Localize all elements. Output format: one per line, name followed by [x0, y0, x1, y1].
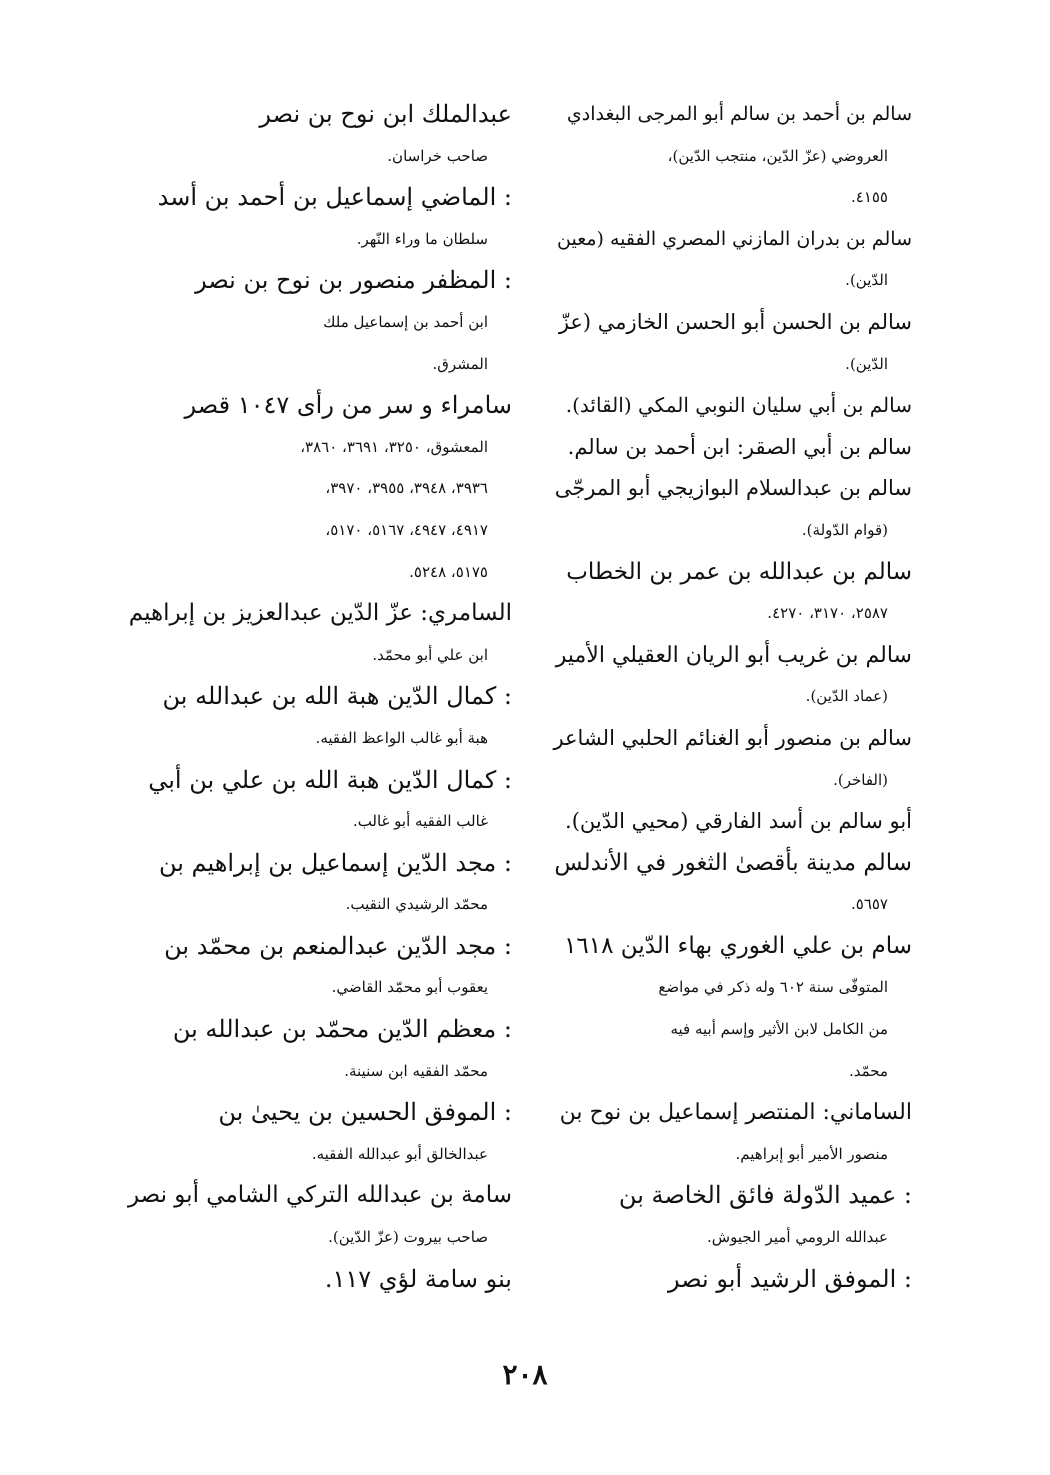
entry-line: غالب الفقيه أبو غالب.: [352, 812, 488, 831]
entry-line: سالم بن عبدالله بن عمر بن الخطاب: [566, 558, 912, 585]
entry-line: منصور الأمير أبو إبراهيم.: [735, 1144, 888, 1163]
entry-line: عبدالملك ابن نوح بن نصر: [259, 100, 512, 128]
entry-line: : مجد الدّين عبدالمنعم بن محمّد بن: [164, 931, 512, 960]
index-entry: [552, 219, 912, 302]
index-entry: [128, 1092, 512, 1175]
index-entry: [128, 1009, 512, 1092]
entry-line: : الماضي إسماعيل بن أحمد بن أسد: [157, 183, 512, 212]
entry-line: سالم بن أحمد بن سالم أبو المرجى البغدادي: [566, 103, 912, 125]
entry-line: سالم بن غريب أبو الريان العقيلي الأمير: [555, 642, 912, 668]
entry-line: المشرق.: [432, 354, 488, 373]
entry-line: محمّد الرشيدي النقيب.: [345, 895, 488, 914]
entry-line: سالم بن منصور أبو الغنائم الحلبي الشاعر: [553, 725, 912, 750]
index-entry: [128, 177, 512, 260]
entry-line: : كمال الدّين هبة الله بن عبدالله بن: [162, 682, 512, 711]
page-number: ٢٠٨: [502, 1358, 548, 1391]
index-entry: [552, 635, 912, 718]
entry-line: العروضي (عزّ الدّين، منتجب الدّين)،: [667, 146, 888, 165]
index-entry: [552, 843, 912, 926]
index-entry: [128, 593, 512, 676]
entry-line: سام بن علي الغوري بهاء الدّين ١٦١٨: [564, 932, 912, 959]
entry-line: هبة أبو غالب الواعظ الفقيه.: [315, 728, 488, 747]
entry-line: سلطان ما وراء النّهر.: [356, 229, 488, 248]
entry-line: صاحب بيروت (عزّ الدّين).: [328, 1228, 488, 1247]
entry-line: المعشوق، ٣٢٥٠، ٣٦٩١، ٣٨٦٠،: [300, 437, 488, 456]
entry-line: سامة بن عبدالله التركي الشامي أبو نصر: [127, 1182, 512, 1209]
entry-line: سالم مدينة بأقصىٰ الثغور في الأندلس: [554, 849, 912, 876]
entry-line: عبدالخالق أبو عبدالله الفقيه.: [311, 1144, 488, 1163]
entry-line: (قوام الدّولة).: [801, 520, 888, 539]
entry-line: ٥٦٥٧.: [850, 895, 888, 914]
entry-line: : كمال الدّين هبة الله بن علي بن أبي: [148, 765, 512, 794]
entry-line: : مجد الدّين إسماعيل بن إبراهيم بن: [158, 848, 512, 877]
entry-line: : الموفق الحسين بن يحيىٰ بن: [218, 1098, 512, 1127]
entry-line: (عماد الدّين).: [805, 687, 888, 706]
entry-line: محمّد الفقيه ابن سنينة.: [344, 1061, 488, 1080]
entry-line: ٢٥٨٧، ٣١٧٠، ٤٢٧٠.: [767, 604, 888, 623]
entry-line: : الموفق الرشيد أبو نصر: [668, 1264, 912, 1293]
entry-line: عبدالله الرومي أمير الجيوش.: [707, 1228, 888, 1247]
entry-line: محمّد.: [848, 1061, 888, 1080]
right-column: [552, 94, 912, 1300]
entry-line: المتوفّى سنة ٦٠٢ وله ذكر في مواضع: [658, 978, 888, 997]
index-entry: [552, 801, 912, 843]
entry-line: ٤١٥٥.: [850, 188, 888, 207]
index-entry: [128, 676, 512, 759]
entry-line: : معظم الدّين محمّد بن عبدالله بن: [172, 1015, 512, 1044]
entry-line: سالم بن أبي الصقر: ابن أحمد بن سالم.: [567, 434, 912, 459]
entry-line: ابن أحمد بن إسماعيل ملك: [323, 312, 488, 331]
entry-line: صاحب خراسان.: [387, 146, 488, 165]
index-entry: [552, 468, 912, 551]
index-entry: [128, 260, 512, 385]
left-column: [128, 94, 512, 1300]
entry-line: الدّين).: [845, 271, 888, 290]
entry-line: سالم بن أبي سليان النوبي المكي (القائد).: [565, 393, 912, 418]
index-entry: [128, 1175, 512, 1258]
index-entry: [552, 552, 912, 635]
entry-line: السامري: عزّ الدّين عبدالعزيز بن إبراهيم: [128, 600, 512, 627]
entry-line: من الكامل لابن الأثير وإسم أبيه فيه: [670, 1020, 888, 1039]
index-entry: [552, 926, 912, 1092]
entry-line: ٣٩٣٦، ٣٩٤٨، ٣٩٥٥، ٣٩٧٠،: [325, 479, 488, 498]
index-entry: [552, 1175, 912, 1258]
index-entry: [552, 94, 912, 219]
entry-line: سالم بن الحسن أبو الحسن الخازمي (عزّ: [558, 309, 912, 334]
entry-line: ابن علي أبو محمّد.: [372, 645, 488, 664]
entry-line: بنو سامة لؤي ١١٧.: [324, 1264, 512, 1293]
index-entry: [552, 1259, 912, 1301]
entry-line: سالم بن عبدالسلام البوازيجي أبو المرجّى: [554, 476, 912, 501]
index-entry: [128, 385, 512, 593]
index-entry: [128, 843, 512, 926]
index-entry: [128, 1259, 512, 1301]
entry-line: الساماني: المنتصر إسماعيل بن نوح بن: [559, 1100, 912, 1126]
entry-line: ٥١٧٥، ٥٢٤٨.: [409, 562, 488, 581]
index-entry: [128, 926, 512, 1009]
entry-line: (الفاخر).: [833, 770, 888, 789]
index-entry: [552, 1092, 912, 1175]
index-entry: [128, 760, 512, 843]
index-entry: [552, 385, 912, 427]
entry-line: أبو سالم بن أسد الفارقي (محيي الدّين).: [565, 809, 912, 834]
entry-line: : عميد الدّولة فائق الخاصة بن: [618, 1181, 912, 1210]
entry-line: سالم بن بدران المازني المصري الفقيه (معين: [557, 227, 912, 250]
index-entry: [552, 718, 912, 801]
index-entry: [552, 427, 912, 469]
entry-line: سامراء و سر من رأى ١٠٤٧ قصر: [184, 391, 512, 420]
index-entry: [552, 302, 912, 385]
entry-line: يعقوب أبو محمّد القاضي.: [331, 978, 488, 997]
index-entry: [128, 94, 512, 177]
entry-line: ٤٩١٧، ٤٩٤٧، ٥١٦٧، ٥١٧٠،: [325, 520, 488, 539]
entry-line: : المظفر منصور بن نوح بن نصر: [195, 266, 512, 295]
entry-line: الدّين).: [845, 354, 888, 373]
